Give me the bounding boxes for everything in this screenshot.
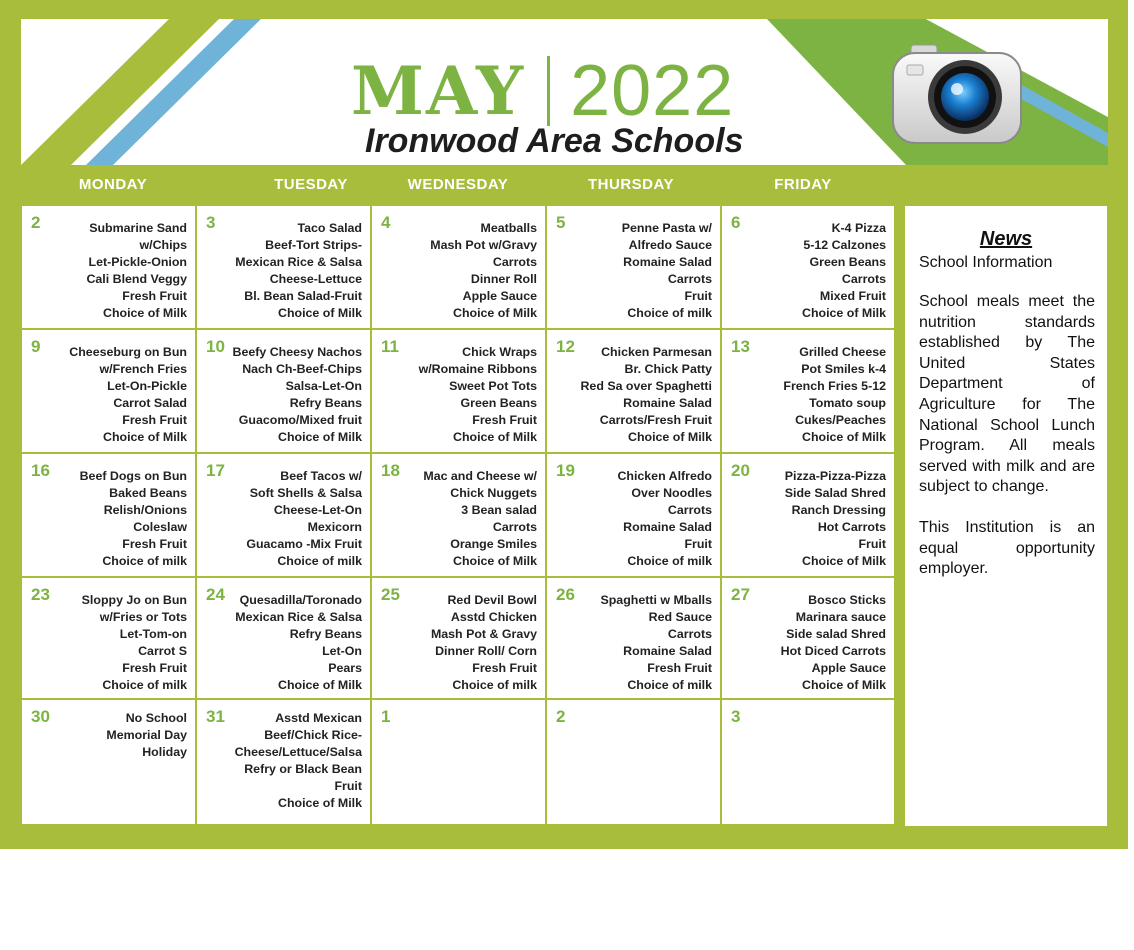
weekday-tuesday: TUESDAY <box>274 176 348 193</box>
day-number: 11 <box>381 337 399 356</box>
menu-item: Mexican Rice & Salsa <box>235 255 362 269</box>
day-number: 24 <box>206 585 225 604</box>
menu-item: Bosco Sticks <box>808 593 886 607</box>
day-number: 26 <box>556 585 575 604</box>
day-number: 5 <box>556 213 566 232</box>
camera-icon <box>887 39 1027 151</box>
menu-item: Asstd Mexican <box>275 711 362 725</box>
menu-item: Beefy Cheesy Nachos <box>232 345 362 359</box>
menu-item: Meatballs <box>480 221 537 235</box>
day-cell <box>547 206 720 328</box>
menu-item: Fruit <box>334 779 362 793</box>
menu-item: Cheese/Lettuce/Salsa <box>234 745 362 759</box>
day-cell <box>22 206 195 328</box>
day-cell <box>22 454 195 576</box>
menu-item: Apple Sauce <box>811 661 886 675</box>
menu-item: Choice of Milk <box>802 430 886 444</box>
menu-item: Chick Nuggets <box>450 486 537 500</box>
menu-item: Coleslaw <box>133 520 187 534</box>
menu-item: Choice of milk <box>277 554 362 568</box>
menu-item: Soft Shells & Salsa <box>249 486 362 500</box>
day-cell <box>372 578 545 698</box>
menu-item: Refry Beans <box>289 627 362 641</box>
menu-item: Carrots <box>492 520 537 534</box>
menu-item: Choice of Milk <box>802 554 886 568</box>
menu-list <box>32 468 187 570</box>
menu-item: Quesadilla/Toronado <box>239 593 362 607</box>
menu-item: Carrots <box>667 503 712 517</box>
menu-list <box>557 220 712 322</box>
title-divider <box>547 56 550 126</box>
day-cell <box>22 330 195 452</box>
menu-item: Fruit <box>858 537 886 551</box>
day-cell <box>22 578 195 698</box>
menu-item: Baked Beans <box>109 486 187 500</box>
day-cell <box>197 700 370 824</box>
menu-item: Romaine Salad <box>623 644 712 658</box>
menu-list <box>557 468 712 570</box>
news-subtitle: School Information <box>919 254 1053 271</box>
menu-list <box>32 710 187 761</box>
menu-item: Beef/Chick Rice- <box>264 728 362 742</box>
day-number: 30 <box>31 707 50 726</box>
menu-list <box>207 468 362 570</box>
day-cell <box>197 578 370 698</box>
day-number: 16 <box>31 461 50 480</box>
day-number: 12 <box>556 337 575 356</box>
menu-item: Pizza-Pizza-Pizza <box>784 469 886 483</box>
day-cell <box>197 454 370 576</box>
menu-item: Carrots <box>492 255 537 269</box>
menu-item: Beef Tacos w/ <box>280 469 362 483</box>
menu-item: Guacamo -Mix Fruit <box>246 537 362 551</box>
menu-item: Cukes/Peaches <box>795 413 886 427</box>
menu-item: Holiday <box>142 745 187 759</box>
day-cell <box>722 454 894 576</box>
menu-item: Choice of milk <box>102 554 187 568</box>
menu-list <box>32 592 187 694</box>
menu-item: Choice of milk <box>627 306 712 320</box>
menu-item: Fresh Fruit <box>472 661 537 675</box>
menu-item: Sweet Pot Tots <box>449 379 537 393</box>
day-cell <box>722 578 894 698</box>
menu-item: Sloppy Jo on Bun <box>81 593 187 607</box>
menu-item: Beef-Tort Strips- <box>265 238 362 252</box>
day-number: 6 <box>731 213 741 232</box>
menu-item: Grilled Cheese <box>799 345 886 359</box>
day-number: 27 <box>731 585 750 604</box>
menu-item: Choice of Milk <box>453 554 537 568</box>
menu-list <box>32 220 187 322</box>
news-title: News <box>979 228 1033 250</box>
day-number: 10 <box>206 337 225 356</box>
menu-list <box>32 344 187 446</box>
menu-item: Red Sauce <box>648 610 712 624</box>
menu-item: Salsa-Let-On <box>285 379 362 393</box>
news-paragraph: This Institution is an equal opportunity employer. <box>919 518 1095 578</box>
menu-item: Fresh Fruit <box>647 661 712 675</box>
day-cell <box>547 578 720 698</box>
menu-item: Submarine Sand <box>89 221 187 235</box>
menu-list <box>731 592 886 694</box>
weekday-wednesday: WEDNESDAY <box>407 176 509 193</box>
calendar-grid <box>22 206 894 950</box>
menu-item: Mash Pot w/Gravy <box>430 238 537 252</box>
day-number: 2 <box>31 213 41 232</box>
menu-item: w/Romaine Ribbons <box>418 362 537 376</box>
menu-item: Carrots <box>667 627 712 641</box>
menu-item: Chick Wraps <box>462 345 537 359</box>
day-cell <box>372 700 545 824</box>
weekday-thursday: THURSDAY <box>588 176 674 193</box>
menu-list <box>207 344 362 446</box>
day-number: 3 <box>206 213 216 232</box>
menu-item: No School <box>125 711 187 725</box>
menu-item: K-4 Pizza <box>831 221 886 235</box>
menu-item: Penne Pasta w/ <box>621 221 712 235</box>
menu-item: Mexican Rice & Salsa <box>235 610 362 624</box>
day-cell <box>547 454 720 576</box>
menu-item: Choice of Milk <box>453 306 537 320</box>
menu-item: Mac and Cheese w/ <box>423 469 537 483</box>
menu-item: Chicken Alfredo <box>617 469 712 483</box>
day-number: 13 <box>731 337 750 356</box>
weekday-header <box>27 176 887 198</box>
day-number: 25 <box>381 585 400 604</box>
day-number: 19 <box>556 461 575 480</box>
menu-item: Choice of Milk <box>278 678 362 692</box>
menu-list <box>731 220 886 322</box>
menu-list <box>557 592 712 694</box>
calendar-title <box>351 51 734 131</box>
day-number: 18 <box>381 461 400 480</box>
menu-item: Choice of milk <box>452 678 537 692</box>
menu-item: Fresh Fruit <box>122 661 187 675</box>
menu-item: Orange Smiles <box>450 537 537 551</box>
menu-item: Red Sa over Spaghetti <box>580 379 712 393</box>
menu-item: Carrot Salad <box>113 396 187 410</box>
menu-item: Ranch Dressing <box>791 503 886 517</box>
menu-item: Alfredo Sauce <box>628 238 712 252</box>
menu-item: Fruit <box>684 537 712 551</box>
menu-item: Refry Beans <box>289 396 362 410</box>
menu-item: Marinara sauce <box>795 610 886 624</box>
day-number: 4 <box>381 213 391 232</box>
menu-item: Asstd Chicken <box>450 610 537 624</box>
day-cell <box>547 700 720 824</box>
menu-item: Mash Pot & Gravy <box>430 627 537 641</box>
menu-list <box>731 344 886 446</box>
menu-list <box>382 344 537 446</box>
menu-item: Memorial Day <box>106 728 187 742</box>
menu-item: Romaine Salad <box>623 520 712 534</box>
menu-item: Hot Carrots <box>817 520 886 534</box>
day-cell <box>722 700 894 824</box>
menu-item: Carrot S <box>138 644 187 658</box>
menu-item: 5-12 Calzones <box>803 238 886 252</box>
menu-item: Nach Ch-Beef-Chips <box>242 362 362 376</box>
month-label: MAY <box>351 52 526 130</box>
menu-item: Romaine Salad <box>623 396 712 410</box>
menu-item: Red Devil Bowl <box>447 593 537 607</box>
menu-item: Choice of Milk <box>103 430 187 444</box>
day-cell <box>372 206 545 328</box>
menu-item: Let-On-Pickle <box>107 379 187 393</box>
day-number: 17 <box>206 461 225 480</box>
menu-item: Let-On <box>322 644 362 658</box>
menu-list <box>557 344 712 446</box>
menu-item: Carrots/Fresh Fruit <box>599 413 712 427</box>
school-name: Ironwood Area Schools <box>365 122 744 160</box>
menu-item: Relish/Onions <box>103 503 187 517</box>
news-panel <box>905 206 1107 826</box>
menu-item: Refry or Black Bean <box>244 762 362 776</box>
menu-item: Hot Diced Carrots <box>780 644 886 658</box>
day-cell <box>22 700 195 824</box>
day-number: 2 <box>556 707 566 726</box>
menu-list <box>207 220 362 322</box>
menu-item: Spaghetti w Mballs <box>600 593 712 607</box>
menu-item: Cali Blend Veggy <box>86 272 187 286</box>
menu-item: Choice of Milk <box>802 678 886 692</box>
menu-item: Green Beans <box>809 255 886 269</box>
menu-item: Choice of Milk <box>802 306 886 320</box>
menu-list <box>382 468 537 570</box>
day-cell <box>197 206 370 328</box>
day-number: 23 <box>31 585 50 604</box>
menu-item: Cheese-Lettuce <box>269 272 362 286</box>
menu-item: Choice of Milk <box>278 430 362 444</box>
day-cell <box>372 454 545 576</box>
menu-item: Fresh Fruit <box>122 413 187 427</box>
day-number: 9 <box>31 337 41 356</box>
menu-item: Dinner Roll/ Corn <box>435 644 537 658</box>
menu-item: Mexicorn <box>307 520 362 534</box>
menu-item: Cheese-Let-On <box>273 503 362 517</box>
menu-item: Mixed Fruit <box>819 289 886 303</box>
menu-item: Side salad Shred <box>786 627 886 641</box>
menu-item: Choice of Milk <box>103 306 187 320</box>
menu-item: Choice of Milk <box>278 306 362 320</box>
day-number: 3 <box>731 707 741 726</box>
day-cell <box>722 206 894 328</box>
menu-item: Cheeseburg on Bun <box>69 345 187 359</box>
menu-list <box>731 468 886 570</box>
menu-item: w/French Fries <box>99 362 187 376</box>
day-number: 31 <box>206 707 225 726</box>
menu-list <box>382 592 537 694</box>
menu-list <box>207 592 362 694</box>
menu-item: Apple Sauce <box>462 289 537 303</box>
menu-item: Pot Smiles k-4 <box>801 362 886 376</box>
menu-item: Bl. Bean Salad-Fruit <box>244 289 362 303</box>
weekday-friday: FRIDAY <box>774 176 832 193</box>
menu-item: w/Chips <box>139 238 187 252</box>
menu-item: Carrots <box>667 272 712 286</box>
menu-item: Fresh Fruit <box>472 413 537 427</box>
menu-item: Choice of milk <box>627 678 712 692</box>
calendar-header <box>21 19 1108 165</box>
menu-item: Beef Dogs on Bun <box>79 469 187 483</box>
menu-item: Dinner Roll <box>470 272 537 286</box>
news-paragraph: School meals meet the nutrition standards established by The United States Department of Agriculture for The National School Lunch Program. All meals served with milk and are subject to change. <box>919 293 1095 496</box>
weekday-monday: MONDAY <box>78 176 148 193</box>
menu-item: Fresh Fruit <box>122 537 187 551</box>
menu-item: Over Noodles <box>631 486 712 500</box>
menu-item: Pears <box>328 661 362 675</box>
menu-item: Br. Chick Patty <box>624 362 712 376</box>
day-cell <box>722 330 894 452</box>
menu-item: Romaine Salad <box>623 255 712 269</box>
menu-item: w/Fries or Tots <box>99 610 187 624</box>
menu-item: Side Salad Shred <box>784 486 886 500</box>
menu-item: Fruit <box>684 289 712 303</box>
menu-item: 3 Bean salad <box>461 503 537 517</box>
menu-item: Choice of Milk <box>453 430 537 444</box>
day-cell <box>547 330 720 452</box>
menu-item: Green Beans <box>460 396 537 410</box>
menu-item: Choice of milk <box>102 678 187 692</box>
menu-item: Fresh Fruit <box>122 289 187 303</box>
menu-item: Guacomo/Mixed fruit <box>238 413 362 427</box>
menu-item: Tomato soup <box>809 396 886 410</box>
menu-item: Choice of Milk <box>628 430 712 444</box>
menu-list <box>207 710 362 812</box>
year-label: 2022 <box>570 51 735 131</box>
day-number: 1 <box>381 707 391 726</box>
menu-item: French Fries 5-12 <box>783 379 886 393</box>
menu-item: Chicken Parmesan <box>601 345 712 359</box>
day-number: 20 <box>731 461 750 480</box>
menu-item: Choice of milk <box>627 554 712 568</box>
menu-item: Let-Tom-on <box>119 627 187 641</box>
menu-list <box>382 220 537 322</box>
day-cell <box>372 330 545 452</box>
menu-item: Let-Pickle-Onion <box>88 255 187 269</box>
menu-item: Taco Salad <box>297 221 362 235</box>
menu-item: Carrots <box>841 272 886 286</box>
menu-item: Choice of Milk <box>278 796 362 810</box>
day-cell <box>197 330 370 452</box>
